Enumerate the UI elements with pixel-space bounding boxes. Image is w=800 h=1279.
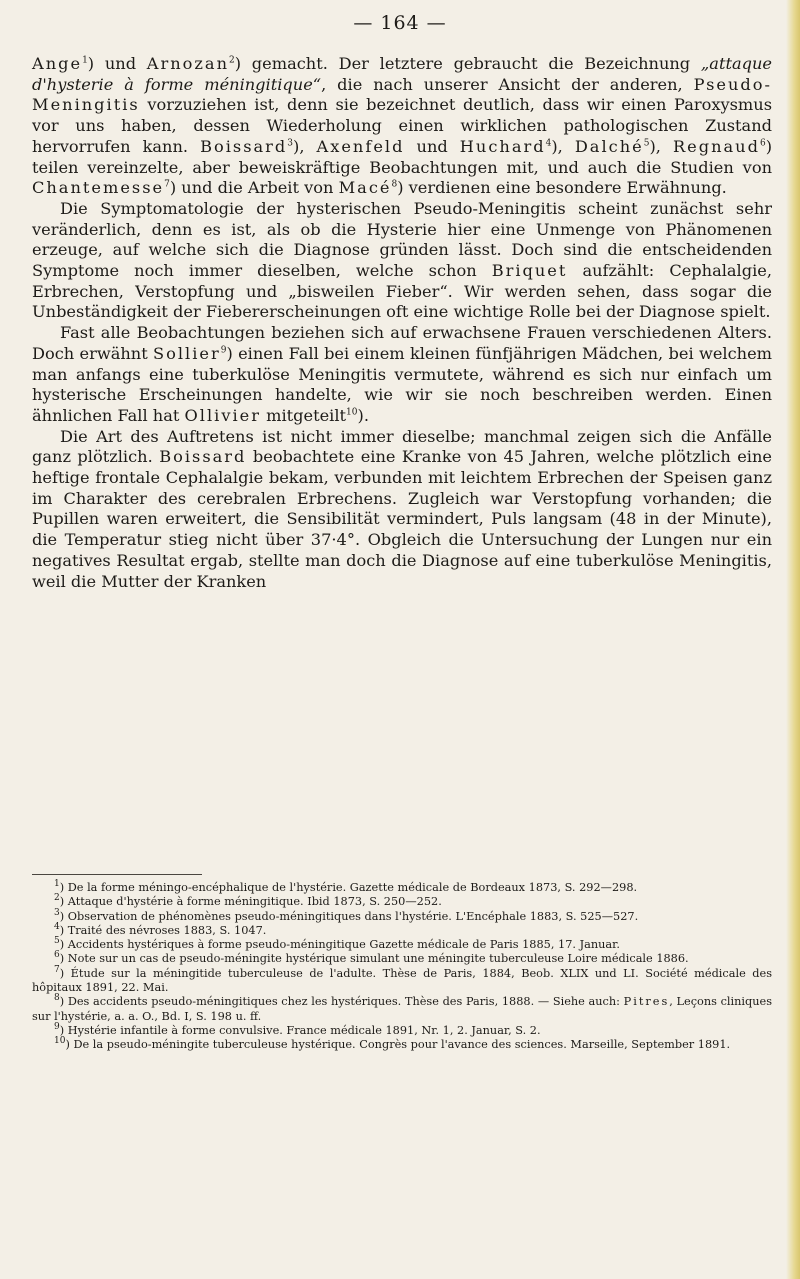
- spaced-name: Boissard: [159, 447, 247, 467]
- spaced-name: Huchard: [459, 136, 546, 156]
- text-run: ) Hystérie infantile à forme convulsive. France médicale 1891, Nr. 1, 2. Januar, S. 2.: [59, 1023, 541, 1037]
- footnote-ref: 8: [54, 993, 60, 1004]
- footnote-ref: 7: [54, 965, 60, 976]
- footnote-ref: 3: [54, 907, 60, 918]
- text-run: ) einen Fall bei einem kleinen fünfjährigen Mädchen, bei welchem man anfangs eine tuberkulöse Meningitis vermutete, während es sich nur einfach um hysterische Erscheinungen handelte, wie wir sie noch beschreiben werden. Einen ähnlichen Fall hat: [32, 343, 773, 425]
- spaced-name: Ange: [32, 54, 83, 73]
- footnote: [32, 924, 772, 938]
- spaced-name: Macé: [338, 178, 392, 198]
- text-run: beobachtete eine Kranke von 45 Jahren, welche plötzlich eine heftige frontale Cephalalgie bekam, verbunden mit leichtem Erbrechen der Speisen ganz im Charakter des cerebralen Erbrechens. Zugleich war Verstopfung vorhanden; die Pupillen waren erweitert, die Sensibilität vermindert, Puls langsam (48 in der Minute), die Temperatur stieg nicht über 37·4°. Obgleich die Untersuchung der Lungen nur ein negatives Resultat ergab, stellte man doch die Diagnose auf eine tuberkulöse Meningitis, weil die Mutter der Kranken: [32, 447, 772, 591]
- footnote: [32, 907, 772, 924]
- footnote-ref: 1: [54, 879, 60, 890]
- spaced-name: Arnozan: [146, 54, 230, 73]
- paragraph-3: [32, 323, 772, 427]
- text-run: ) Note sur un cas de pseudo-méningite hystérique simulant une méningite tuberculeuse Loire médicale 1886.: [59, 952, 689, 966]
- footnote: [32, 895, 772, 909]
- footnote-ref: 2: [229, 55, 235, 66]
- main-text: [32, 54, 772, 592]
- text-run: ) Étude sur la méningitide tuberculeuse de l'adulte. Thèse de Paris, 1884, Beob. XLIX und LI. Société médicale des hôpitaux 1891, 22. Mai.: [32, 966, 772, 995]
- footnote: [32, 1038, 772, 1052]
- text-run: ),: [551, 136, 575, 156]
- text-run: ) Traité des névroses 1883, S. 1047.: [59, 923, 267, 937]
- text-run: ) Des accidents pseudo-méningitiques chez les hystériques. Thèse des Paris, 1888. — Siehe auch:: [59, 995, 624, 1009]
- footnote-ref: 4: [545, 138, 552, 149]
- spaced-name: Ollivier: [184, 405, 261, 425]
- text-run: ),: [649, 136, 673, 156]
- footnote: [32, 967, 772, 996]
- text-run: , Leçons cliniques sur l'hystérie, a. a. O., Bd. I, S. 198 u. ff.: [32, 995, 773, 1023]
- page-edge: [786, 0, 800, 1279]
- footnote-ref: 7: [164, 179, 170, 190]
- footnote-ref: 10: [346, 407, 358, 418]
- paragraph-2: [32, 199, 772, 323]
- text-run: ),: [293, 136, 317, 156]
- text-run: ).: [357, 405, 369, 425]
- footnote: [32, 995, 772, 1024]
- text-run: ) De la forme méningo-encéphalique de l'hystérie. Gazette médicale de Bordeaux 1873, S. 292—298.: [59, 881, 638, 894]
- text-run: aufzählt: Cephalalgie, Erbrechen, Verstopfung und „bisweilen Fieber“. Wir werden sehen, dass sogar die Unbeständigkeit der Fiebererscheinungen oft eine wichtige Rolle bei der Diagnose spielt.: [32, 261, 772, 322]
- footnotes: [32, 881, 772, 1053]
- spaced-name: Dalché: [574, 136, 644, 156]
- text-run: und: [404, 136, 460, 156]
- footnote-ref: 6: [54, 950, 60, 961]
- text-run: ) De la pseudo-méningite tuberculeuse hystérique. Congrès pour l'avance des sciences. Marseille, September 1891.: [65, 1038, 731, 1052]
- spaced-name: Pseudo-Meningitis: [32, 74, 773, 115]
- footnote: [32, 938, 772, 952]
- text-run: Die Symptomatologie der hysterischen Pseudo-Meningitis scheint zunächst sehr veränderlich, denn es ist, als ob die Hysterie hier eine Unmenge von Phänomenen erzeuge, auf welche sich die Diagnose gründen lässt. Doch sind die entscheidenden Symptome noch immer dieselben, welche schon: [32, 198, 772, 281]
- spaced-name: Chantemesse: [32, 178, 165, 198]
- footnote-ref: 10: [54, 1036, 66, 1047]
- text-run: ) verdienen eine besondere Erwähnung.: [397, 178, 727, 198]
- page-number: — 164 —: [353, 12, 447, 34]
- text-run: ) Attaque d'hystérie à forme méningitique. Ibid 1873, S. 250—252.: [59, 895, 442, 909]
- footnote-divider: [32, 874, 202, 875]
- footnote-ref: 9: [54, 1022, 60, 1033]
- paragraph-4: [32, 427, 772, 593]
- footnote-ref: 4: [54, 922, 60, 933]
- footnote-ref: 1: [82, 55, 88, 66]
- footnote-ref: 8: [391, 179, 398, 190]
- spaced-name: Pitres: [623, 995, 670, 1009]
- text-run: ) und: [87, 54, 147, 73]
- footnote-ref: 5: [643, 138, 650, 149]
- footnote: [32, 881, 772, 895]
- spaced-name: Regnaud: [672, 136, 760, 156]
- spaced-name: Axenfeld: [316, 136, 405, 156]
- text-run: ) Observation de phénomènes pseudo-méningitiques dans l'hystérie. L'Encéphale 1883, S. 525—527.: [59, 909, 639, 923]
- footnote-ref: 9: [220, 345, 227, 356]
- text-run: mitgeteilt: [260, 405, 347, 425]
- text-run: Fast alle Beobachtungen beziehen sich auf erwachsene Frauen verschiedenen Alters. Doch erwähnt: [32, 323, 772, 363]
- text-run: vorzuziehen ist, denn sie bezeichnet deutlich, dass wir einen Paroxysmus vor uns haben, dessen Wiederholung einen wirklichen pathologischen Zustand hervorrufen kann.: [32, 95, 772, 156]
- footnote-ref: 6: [759, 138, 766, 149]
- footnote-ref: 3: [287, 138, 294, 149]
- footnote: [32, 952, 772, 966]
- spaced-name: Sollier: [153, 343, 221, 363]
- text-run: , die nach unserer Ansicht der anderen,: [321, 74, 694, 94]
- footnote-ref: 2: [54, 893, 60, 904]
- paragraph-1: [32, 54, 772, 199]
- text-run: ) und die Arbeit von: [169, 178, 339, 198]
- spaced-name: Briquet: [491, 261, 568, 281]
- spaced-name: Boissard: [200, 136, 288, 156]
- italic-term: „attaque d'hysterie à forme méningitique“: [32, 54, 772, 94]
- text-run: ) gemacht. Der letztere gebraucht die Bezeichnung: [234, 54, 701, 73]
- text-run: ) teilen vereinzelte, aber beweiskräftige Beobachtungen mit, und auch die Studien von: [32, 136, 773, 177]
- footnote: [32, 1024, 772, 1038]
- text-run: ) Accidents hystériques à forme pseudo-méningitique Gazette médicale de Paris 1885, 17. Januar.: [59, 938, 620, 952]
- footnote-ref: 5: [54, 936, 60, 947]
- text-run: Die Art des Auftretens ist nicht immer dieselbe; manchmal zeigen sich die Anfälle ganz plötzlich.: [32, 426, 772, 467]
